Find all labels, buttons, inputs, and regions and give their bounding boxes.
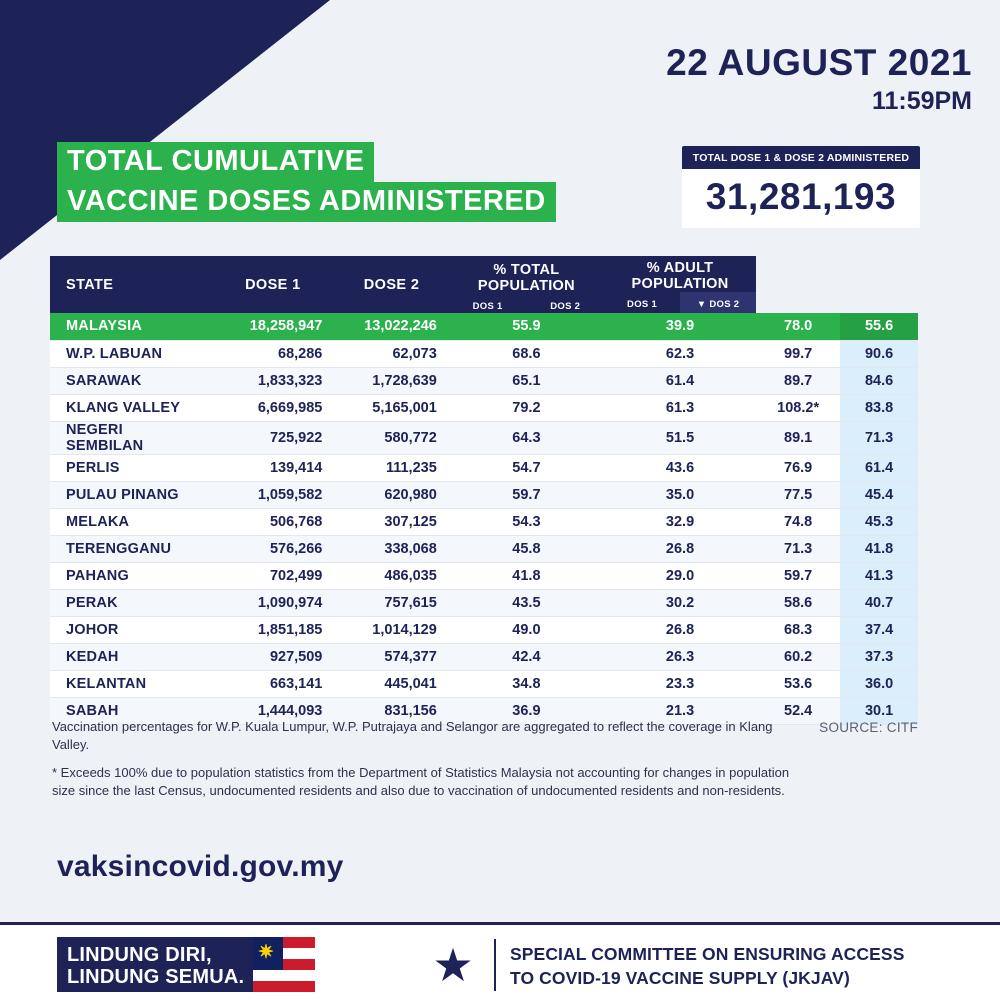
cell-dose2: 486,035 bbox=[334, 562, 448, 589]
cell-total-pop-dos2: 26.8 bbox=[604, 535, 756, 562]
cell-total-pop-dos2: 51.5 bbox=[604, 421, 756, 454]
table-row bbox=[50, 670, 918, 697]
cell-state: PULAU PINANG bbox=[50, 481, 211, 508]
table-row bbox=[50, 394, 918, 421]
adult-population-subheaders bbox=[604, 292, 756, 313]
cell-adult-pop-dos1: 77.5 bbox=[756, 481, 840, 508]
cell-dose2: 1,728,639 bbox=[334, 367, 448, 394]
cell-dose1: 1,444,093 bbox=[211, 697, 334, 724]
subheader-total-dos1: DOS 1 bbox=[472, 300, 503, 312]
logo-line1: LINDUNG DIRI, bbox=[67, 944, 212, 966]
footnotes bbox=[52, 718, 792, 810]
cell-adult-pop-dos1: 108.2* bbox=[756, 394, 840, 421]
cell-adult-pop-dos1: 99.7 bbox=[756, 340, 840, 367]
cell-adult-pop-dos1: 89.7 bbox=[756, 367, 840, 394]
cell-dose1: 1,090,974 bbox=[211, 589, 334, 616]
report-date: 22 AUGUST 2021 bbox=[666, 42, 972, 83]
cell-state: MELAKA bbox=[50, 508, 211, 535]
column-header-state: STATE bbox=[50, 256, 211, 313]
cell-adult-pop-dos1: 74.8 bbox=[756, 508, 840, 535]
cell-dose2: 111,235 bbox=[334, 454, 448, 481]
total-doses-value: 31,281,193 bbox=[682, 169, 920, 228]
cell-adult-pop-dos2: 90.6 bbox=[840, 340, 918, 367]
cell-adult-pop-dos1: 71.3 bbox=[756, 535, 840, 562]
table-row bbox=[50, 340, 918, 367]
cell-dose2: 338,068 bbox=[334, 535, 448, 562]
cell-adult-pop-dos1: 89.1 bbox=[756, 421, 840, 454]
cell-dose2: 580,772 bbox=[334, 421, 448, 454]
cell-dose2: 445,041 bbox=[334, 670, 448, 697]
cell-adult-pop-dos2: 61.4 bbox=[840, 454, 918, 481]
cell-dose2: 620,980 bbox=[334, 481, 448, 508]
website-url[interactable]: vaksincovid.gov.my bbox=[57, 850, 344, 883]
cell-total-pop-dos2: 26.8 bbox=[604, 616, 756, 643]
cell-state: KLANG VALLEY bbox=[50, 394, 211, 421]
cell-state: SARAWAK bbox=[50, 367, 211, 394]
cell-total-pop-dos2: 43.6 bbox=[604, 454, 756, 481]
cell-total-pop-dos1: 65.1 bbox=[449, 367, 604, 394]
column-header-adult-population bbox=[604, 256, 756, 313]
logo-line2: LINDUNG SEMUA. bbox=[67, 966, 245, 989]
total-population-subheaders bbox=[449, 294, 604, 312]
cell-dose1: 6,669,985 bbox=[211, 394, 334, 421]
cell-total-pop-dos2: 62.3 bbox=[604, 340, 756, 367]
table-row bbox=[50, 535, 918, 562]
cell-adult-pop-dos2: 83.8 bbox=[840, 394, 918, 421]
column-header-dose2: DOSE 2 bbox=[334, 256, 448, 313]
cell-adult-pop-dos1: 52.4 bbox=[756, 697, 840, 724]
cell-total-pop-dos2: 32.9 bbox=[604, 508, 756, 535]
table-row bbox=[50, 313, 918, 340]
footer-divider bbox=[494, 939, 496, 991]
cell-total-pop-dos1: 43.5 bbox=[449, 589, 604, 616]
cell-adult-pop-dos2: 84.6 bbox=[840, 367, 918, 394]
cell-adult-pop-dos1: 53.6 bbox=[756, 670, 840, 697]
cell-adult-pop-dos2: 37.4 bbox=[840, 616, 918, 643]
cell-state: JOHOR bbox=[50, 616, 211, 643]
cell-state: W.P. LABUAN bbox=[50, 340, 211, 367]
cell-total-pop-dos1: 68.6 bbox=[449, 340, 604, 367]
total-population-title: % TOTAL POPULATION bbox=[477, 261, 575, 294]
cell-state: NEGERI SEMBILAN bbox=[50, 421, 211, 454]
cell-total-pop-dos2: 61.3 bbox=[604, 394, 756, 421]
cell-total-pop-dos1: 59.7 bbox=[449, 481, 604, 508]
cell-dose1: 725,922 bbox=[211, 421, 334, 454]
cell-total-pop-dos1: 41.8 bbox=[449, 562, 604, 589]
cell-adult-pop-dos2: 40.7 bbox=[840, 589, 918, 616]
table-row bbox=[50, 367, 918, 394]
cell-dose1: 506,768 bbox=[211, 508, 334, 535]
page-title bbox=[57, 142, 556, 222]
cell-state: PAHANG bbox=[50, 562, 211, 589]
source-label: SOURCE: CITF bbox=[819, 720, 918, 735]
jkjav-line2: TO COVID-19 VACCINE SUPPLY (JKJAV) bbox=[510, 967, 850, 988]
table-row bbox=[50, 616, 918, 643]
cell-dose2: 831,156 bbox=[334, 697, 448, 724]
cell-total-pop-dos1: 36.9 bbox=[449, 697, 604, 724]
cell-total-pop-dos2: 61.4 bbox=[604, 367, 756, 394]
table-header bbox=[50, 256, 918, 313]
cell-dose1: 927,509 bbox=[211, 643, 334, 670]
cell-adult-pop-dos1: 68.3 bbox=[756, 616, 840, 643]
cell-state: MALAYSIA bbox=[50, 313, 211, 340]
footer-bar bbox=[0, 922, 1000, 1000]
cell-dose2: 1,014,129 bbox=[334, 616, 448, 643]
cell-adult-pop-dos2: 30.1 bbox=[840, 697, 918, 724]
table-row bbox=[50, 481, 918, 508]
subheader-adult-dos1: DOS 1 bbox=[627, 299, 658, 310]
cell-dose1: 1,059,582 bbox=[211, 481, 334, 508]
cell-dose1: 139,414 bbox=[211, 454, 334, 481]
cell-total-pop-dos2: 29.0 bbox=[604, 562, 756, 589]
cell-total-pop-dos1: 49.0 bbox=[449, 616, 604, 643]
cell-dose2: 5,165,001 bbox=[334, 394, 448, 421]
cell-state: TERENGGANU bbox=[50, 535, 211, 562]
subheader-adult-dos2-sorted[interactable]: ▼ DOS 2 bbox=[680, 292, 756, 313]
date-block bbox=[666, 44, 972, 114]
lindung-diri-logo bbox=[57, 937, 315, 992]
jkjav-line1: SPECIAL COMMITTEE ON ENSURING ACCESS bbox=[510, 944, 905, 964]
cell-state: PERLIS bbox=[50, 454, 211, 481]
cell-state: KEDAH bbox=[50, 643, 211, 670]
table-row bbox=[50, 421, 918, 454]
cell-adult-pop-dos2: 37.3 bbox=[840, 643, 918, 670]
table-header-row bbox=[50, 256, 918, 313]
cell-dose2: 307,125 bbox=[334, 508, 448, 535]
page-title-line1: TOTAL CUMULATIVE bbox=[57, 142, 374, 182]
cell-state: PERAK bbox=[50, 589, 211, 616]
cell-total-pop-dos1: 54.3 bbox=[449, 508, 604, 535]
cell-dose1: 1,833,323 bbox=[211, 367, 334, 394]
column-header-total-population bbox=[449, 256, 604, 313]
cell-adult-pop-dos2: 41.8 bbox=[840, 535, 918, 562]
cell-dose1: 663,141 bbox=[211, 670, 334, 697]
cell-dose2: 13,022,246 bbox=[334, 313, 448, 340]
cell-total-pop-dos2: 35.0 bbox=[604, 481, 756, 508]
cell-total-pop-dos1: 34.8 bbox=[449, 670, 604, 697]
cell-total-pop-dos2: 30.2 bbox=[604, 589, 756, 616]
table-row bbox=[50, 643, 918, 670]
cell-dose2: 757,615 bbox=[334, 589, 448, 616]
cell-adult-pop-dos1: 76.9 bbox=[756, 454, 840, 481]
cell-total-pop-dos1: 42.4 bbox=[449, 643, 604, 670]
cell-adult-pop-dos1: 58.6 bbox=[756, 589, 840, 616]
cell-total-pop-dos1: 55.9 bbox=[449, 313, 604, 340]
table-row bbox=[50, 508, 918, 535]
vaccination-table bbox=[50, 256, 918, 725]
cell-adult-pop-dos2: 45.4 bbox=[840, 481, 918, 508]
jata-negara-crest-icon: ★ bbox=[432, 939, 474, 991]
cell-dose1: 18,258,947 bbox=[211, 313, 334, 340]
column-header-dose1: DOSE 1 bbox=[211, 256, 334, 313]
cell-total-pop-dos1: 54.7 bbox=[449, 454, 604, 481]
cell-dose1: 68,286 bbox=[211, 340, 334, 367]
cell-total-pop-dos2: 39.9 bbox=[604, 313, 756, 340]
cell-adult-pop-dos1: 60.2 bbox=[756, 643, 840, 670]
cell-total-pop-dos2: 21.3 bbox=[604, 697, 756, 724]
cell-dose2: 574,377 bbox=[334, 643, 448, 670]
total-doses-label: TOTAL DOSE 1 & DOSE 2 ADMINISTERED bbox=[682, 146, 920, 169]
cell-adult-pop-dos2: 36.0 bbox=[840, 670, 918, 697]
cell-state: KELANTAN bbox=[50, 670, 211, 697]
cell-adult-pop-dos2: 41.3 bbox=[840, 562, 918, 589]
cell-total-pop-dos1: 45.8 bbox=[449, 535, 604, 562]
report-time: 11:59PM bbox=[871, 87, 972, 115]
cell-dose1: 1,851,185 bbox=[211, 616, 334, 643]
cell-adult-pop-dos2: 55.6 bbox=[840, 313, 918, 340]
cell-adult-pop-dos2: 45.3 bbox=[840, 508, 918, 535]
table-row bbox=[50, 589, 918, 616]
footnote-asterisk: * Exceeds 100% due to population statistics from the Department of Statistics Malaysia not accounting for changes in population size since the last Census, undocumented residents and also due to vaccination of undocumented residents and non-residents. bbox=[52, 764, 790, 798]
table-row bbox=[50, 454, 918, 481]
jkjav-text bbox=[510, 943, 904, 990]
cell-dose1: 702,499 bbox=[211, 562, 334, 589]
malaysia-flag-icon: ✷ bbox=[253, 937, 315, 992]
total-doses-badge bbox=[682, 146, 920, 228]
cell-total-pop-dos2: 26.3 bbox=[604, 643, 756, 670]
cell-total-pop-dos1: 64.3 bbox=[449, 421, 604, 454]
cell-dose1: 576,266 bbox=[211, 535, 334, 562]
page-title-line2: VACCINE DOSES ADMINISTERED bbox=[57, 182, 556, 222]
cell-dose2: 62,073 bbox=[334, 340, 448, 367]
table-body bbox=[50, 313, 918, 724]
subheader-total-dos2: DOS 2 bbox=[550, 300, 581, 312]
footnote-klang-valley: Vaccination percentages for W.P. Kuala Lumpur, W.P. Putrajaya and Selangor are aggregated to reflect the coverage in Klang Valley. bbox=[52, 719, 773, 752]
cell-state: SABAH bbox=[50, 697, 211, 724]
table-row bbox=[50, 562, 918, 589]
adult-population-title: % ADULT POPULATION bbox=[631, 260, 729, 292]
cell-total-pop-dos2: 23.3 bbox=[604, 670, 756, 697]
cell-adult-pop-dos1: 59.7 bbox=[756, 562, 840, 589]
cell-adult-pop-dos1: 78.0 bbox=[756, 313, 840, 340]
cell-adult-pop-dos2: 71.3 bbox=[840, 421, 918, 454]
cell-total-pop-dos1: 79.2 bbox=[449, 394, 604, 421]
